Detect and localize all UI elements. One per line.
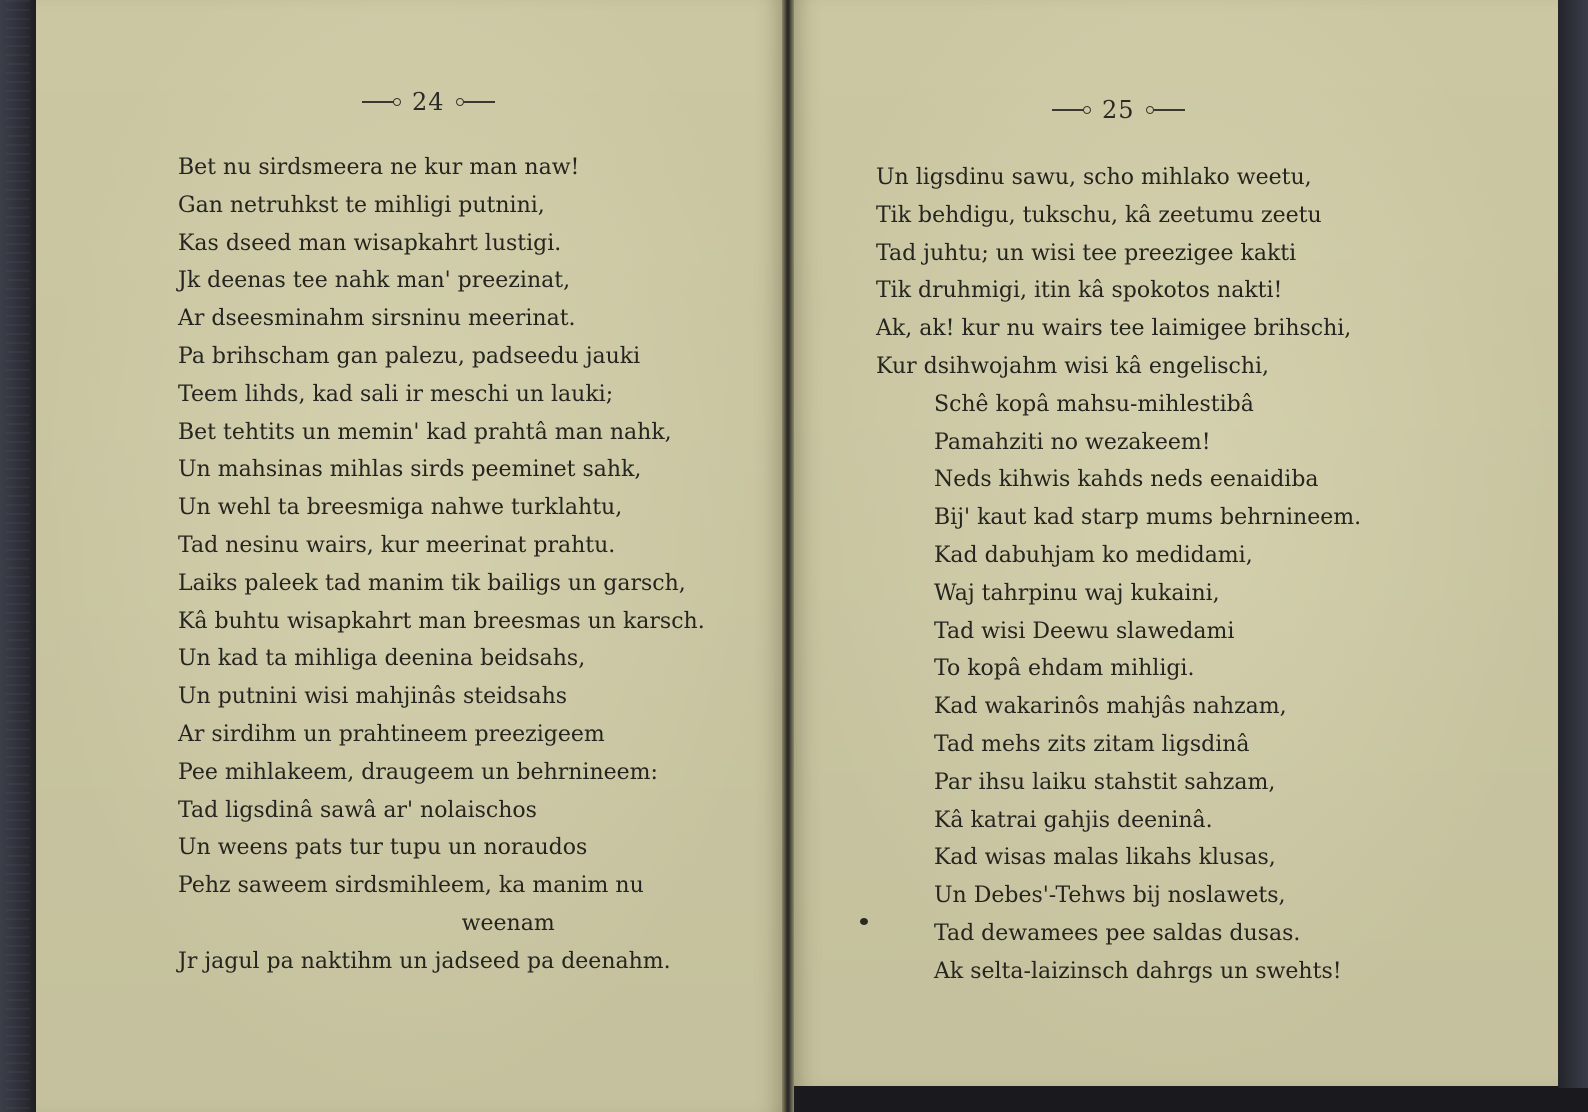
poem-line: Kad wisas malas likahs klusas, [934, 845, 1276, 871]
poem-line: Tad wisi Deewu slawedami [934, 618, 1235, 644]
poem-line: Bij' kaut kad starp mums behrnineem. [934, 505, 1362, 531]
poem-line: Kâ buhtu wisapkahrt man breesmas un karsch. [178, 608, 705, 634]
poem-line: Jk deenas tee nahk man' preezinat, [178, 268, 571, 294]
poem-line: Pee mihlakeem, draugeem un behrnineem: [178, 759, 658, 785]
ornament-dash-icon [362, 101, 398, 103]
poem-line: Tik behdigu, tukschu, kâ zeetumu zeetu [876, 202, 1322, 228]
left-page-number-text: 24 [412, 88, 445, 116]
poem-line: Pehz saweem sirdsmihleem, ka manim nu [178, 873, 644, 899]
poem-line: Kur dsihwojahm wisi kâ engelischi, [876, 353, 1270, 379]
poem-line: Ak selta-laizinsch dahrgs un swehts! [934, 958, 1342, 984]
poem-line: Waj tahrpinu waj kukaini, [934, 580, 1220, 606]
poem-line: Un Debes'-Tehws bij noslawets, [934, 883, 1286, 909]
poem-line: Un kad ta mihliga deenina beidsahs, [178, 646, 586, 672]
left-page-number [362, 88, 495, 116]
poem-line: Gan netruhkst te mihligi putnini, [178, 192, 545, 218]
poem-line: Jr jagul pa naktihm un jadseed pa deenahm. [178, 948, 671, 974]
poem-line: Neds kihwis kahds neds eenaidiba [934, 467, 1319, 493]
binding-edge-right [1558, 0, 1588, 1112]
poem-line: Kad wakarinôs mahjâs nahzam, [934, 694, 1287, 720]
poem-line: Par ihsu laiku stahstit sahzam, [934, 769, 1276, 795]
poem-line: Schê kopâ mahsu-mihlestibâ [934, 391, 1254, 417]
poem-line: Tad mehs zits zitam ligsdinâ [934, 731, 1250, 757]
ink-spot [860, 918, 868, 925]
right-page-text [876, 159, 1361, 991]
ornament-dash-icon [1052, 109, 1088, 111]
poem-line: Kas dseed man wisapkahrt lustigi. [178, 230, 562, 256]
poem-line: Tad juhtu; un wisi tee preezigee kakti [876, 240, 1297, 266]
poem-line: Pa brihscham gan palezu, padseedu jauki [178, 343, 641, 369]
poem-line: To kopâ ehdam mihligi. [934, 656, 1195, 682]
poem-line: Ar dseesminahm sirsninu meerinat. [178, 306, 576, 332]
poem-line: Tad ligsdinâ sawâ ar' nolaischos [178, 797, 537, 823]
poem-line: Kad dabuhjam ko medidami, [934, 542, 1253, 568]
poem-line: Un ligsdinu sawu, scho mihlako weetu, [876, 165, 1312, 190]
poem-line: Tad dewamees pee saldas dusas. [934, 920, 1301, 946]
poem-line: Ar sirdihm un prahtineem preezigeem [178, 721, 605, 747]
poem-line: Un mahsinas mihlas sirds peeminet sahk, [178, 457, 642, 483]
poem-line: Tik druhmigi, itin kâ spokotos nakti! [876, 278, 1283, 304]
poem-line-continuation: weenam [461, 910, 555, 936]
poem-line: Kâ katrai gahjis deeninâ. [934, 807, 1213, 833]
poem-line: Un putnini wisi mahjinâs steidsahs [178, 684, 568, 710]
poem-line: Tad nesinu wairs, kur meerinat prahtu. [178, 532, 616, 558]
poem-line: Teem lihds, kad sali ir meschi un lauki; [178, 381, 614, 407]
ornament-dash-icon [1149, 109, 1185, 111]
left-page-text [178, 149, 705, 981]
poem-line: Un wehl ta breesmiga nahwe turklahtu, [178, 495, 623, 521]
poem-line: Bet tehtits un memin' kad prahtâ man nahk, [178, 419, 672, 445]
book-gutter [782, 0, 794, 1112]
right-page [794, 0, 1558, 1086]
ornament-dash-icon [459, 101, 495, 103]
binding-edge-bottom [800, 1088, 1588, 1112]
binding-edge-left [0, 0, 36, 1112]
poem-line: Pamahziti no wezakeem! [934, 429, 1211, 455]
right-page-number [1052, 96, 1185, 124]
poem-line: Ak, ak! kur nu wairs tee laimigee brihschi, [876, 316, 1352, 342]
poem-line: Bet nu sirdsmeera ne kur man naw! [178, 155, 580, 180]
poem-line: Laiks paleek tad manim tik bailigs un garsch, [178, 570, 686, 596]
left-page [36, 0, 782, 1112]
right-page-number-text: 25 [1102, 96, 1135, 124]
poem-line: Un weens pats tur tupu un noraudos [178, 835, 588, 861]
